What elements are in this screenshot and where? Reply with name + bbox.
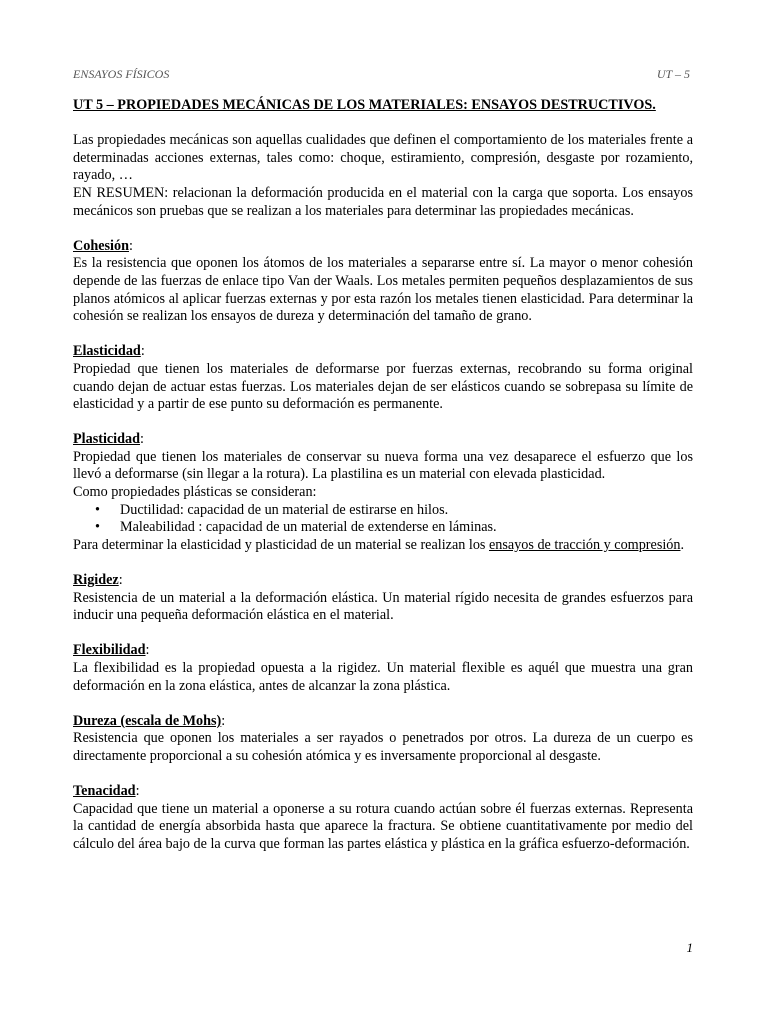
plasticidad-bullet-list [73, 502, 693, 537]
section-text-cohesion: Es la resistencia que oponen los átomos de los materiales a separarse entre sí. La mayor o menor cohesión depende de las fuerzas de enlace tipo Van der Waals. Los metales permiten pequeños desplazamientos de sus planos atómicos al aplicar fuerzas externas y por esta razón los metales tienen elasticidad. Para determinar la cohesión se realizan los ensayos de dureza y determinación del tamaño de grano. [73, 255, 693, 325]
plasticidad-lead: Como propiedades plásticas se consideran: [73, 484, 317, 501]
bullet-icon: • [95, 501, 100, 518]
section-text-tenacidad: Capacidad que tiene un material a oponerse a su rotura cuando actúan sobre él fuerzas externas. Representa la cantidad de energía absorbida hasta que aparece la fractura. Se obtiene cuantitativamente por medio del cálculo del área bajo de la curva que forman las partes elástica y plástica en la gráfica esfuerzo-deformación. [73, 800, 693, 852]
section-heading-rigidez: Rigidez: [73, 572, 123, 589]
section-heading-cohesion: Cohesión: [73, 237, 133, 254]
section-text-flexibilidad: La flexibilidad es la propiedad opuesta a la rigidez. Un material flexible es aquél que muestra una gran deformación en la zona elástica, antes de alcanzar la zona plástica. [73, 660, 693, 694]
heading-cohesion: Cohesión [73, 237, 129, 254]
document-body [73, 97, 693, 854]
section-text-dureza: Resistencia que oponen los materiales a ser rayados o penetrados por otros. La dureza de un cuerpo es directamente proporcional a su cohesión atómica y es inversamente proporcional al desgaste. [73, 730, 693, 764]
section-heading-flexibilidad: Flexibilidad: [73, 642, 150, 659]
section-heading-elasticidad: Elasticidad: [73, 343, 145, 360]
ensayos-traccion-compresion-link: ensayos de tracción y compresión [489, 536, 681, 553]
section-text-elasticidad: Propiedad que tienen los materiales de deformarse por fuerzas externas, recobrando su forma original cuando dejan de actuar estas fuerzas. Los materiales dejan de ser elásticos cuando se sobrepasa su límite de elasticidad y a partir de ese punto su deformación es permanente. [73, 360, 693, 413]
section-text-plasticidad: Propiedad que tienen los materiales de conservar su nueva forma una vez desaparece el esfuerzo que los llevó a deformarse (sin llegar a la rotura). La plastilina es un material con elevada plasticidad. [73, 448, 693, 483]
heading-tenacidad: Tenacidad [73, 783, 136, 800]
page-header [73, 67, 693, 83]
page-number: 1 [686, 940, 693, 955]
section-text-rigidez: Resistencia de un material a la deformación elástica. Un material rígido necesita de grandes esfuerzos para inducir una pequeña deformación elástica en el material. [73, 589, 693, 624]
plasticidad-closing: Para determinar la elasticidad y plasticidad de un material se realizan los ensayos de tracción y compresión. [73, 536, 685, 553]
bullet-icon: • [95, 519, 100, 536]
document-page [73, 0, 693, 1024]
list-item: • Ductilidad: capacidad de un material de estirarse en hilos. [95, 501, 449, 518]
section-heading-plasticidad: Plasticidad: [73, 431, 144, 448]
list-item: • Maleabilidad : capacidad de un material de extenderse en láminas. [95, 519, 497, 536]
section-heading-dureza: Dureza (escala de Mohs): [73, 712, 226, 729]
header-left: ENSAYOS FÍSICOS [73, 67, 170, 81]
intro-paragraph-1: Las propiedades mecánicas son aquellas cualidades que definen el comportamiento de los materiales frente a determinadas acciones externas, tales como: choque, estiramiento, compresión, desgaste por rozamiento, rayado, … [73, 132, 693, 184]
heading-elasticidad: Elasticidad [73, 343, 141, 360]
heading-dureza: Dureza (escala de Mohs) [73, 712, 222, 729]
heading-plasticidad: Plasticidad [73, 431, 141, 448]
heading-flexibilidad: Flexibilidad [73, 642, 146, 659]
header-right: UT – 5 [656, 67, 690, 81]
section-heading-tenacidad: Tenacidad: [73, 783, 140, 800]
intro-paragraph-2: EN RESUMEN: relacionan la deformación producida en el material con la carga que soporta. Los ensayos mecánicos son pruebas que se realizan a los materiales para determinar las propiedades mecánicas. [73, 184, 693, 219]
heading-rigidez: Rigidez [73, 572, 119, 589]
document-title: UT 5 – PROPIEDADES MECÁNICAS DE LOS MATERIALES: ENSAYOS DESTRUCTIVOS. [73, 97, 656, 113]
